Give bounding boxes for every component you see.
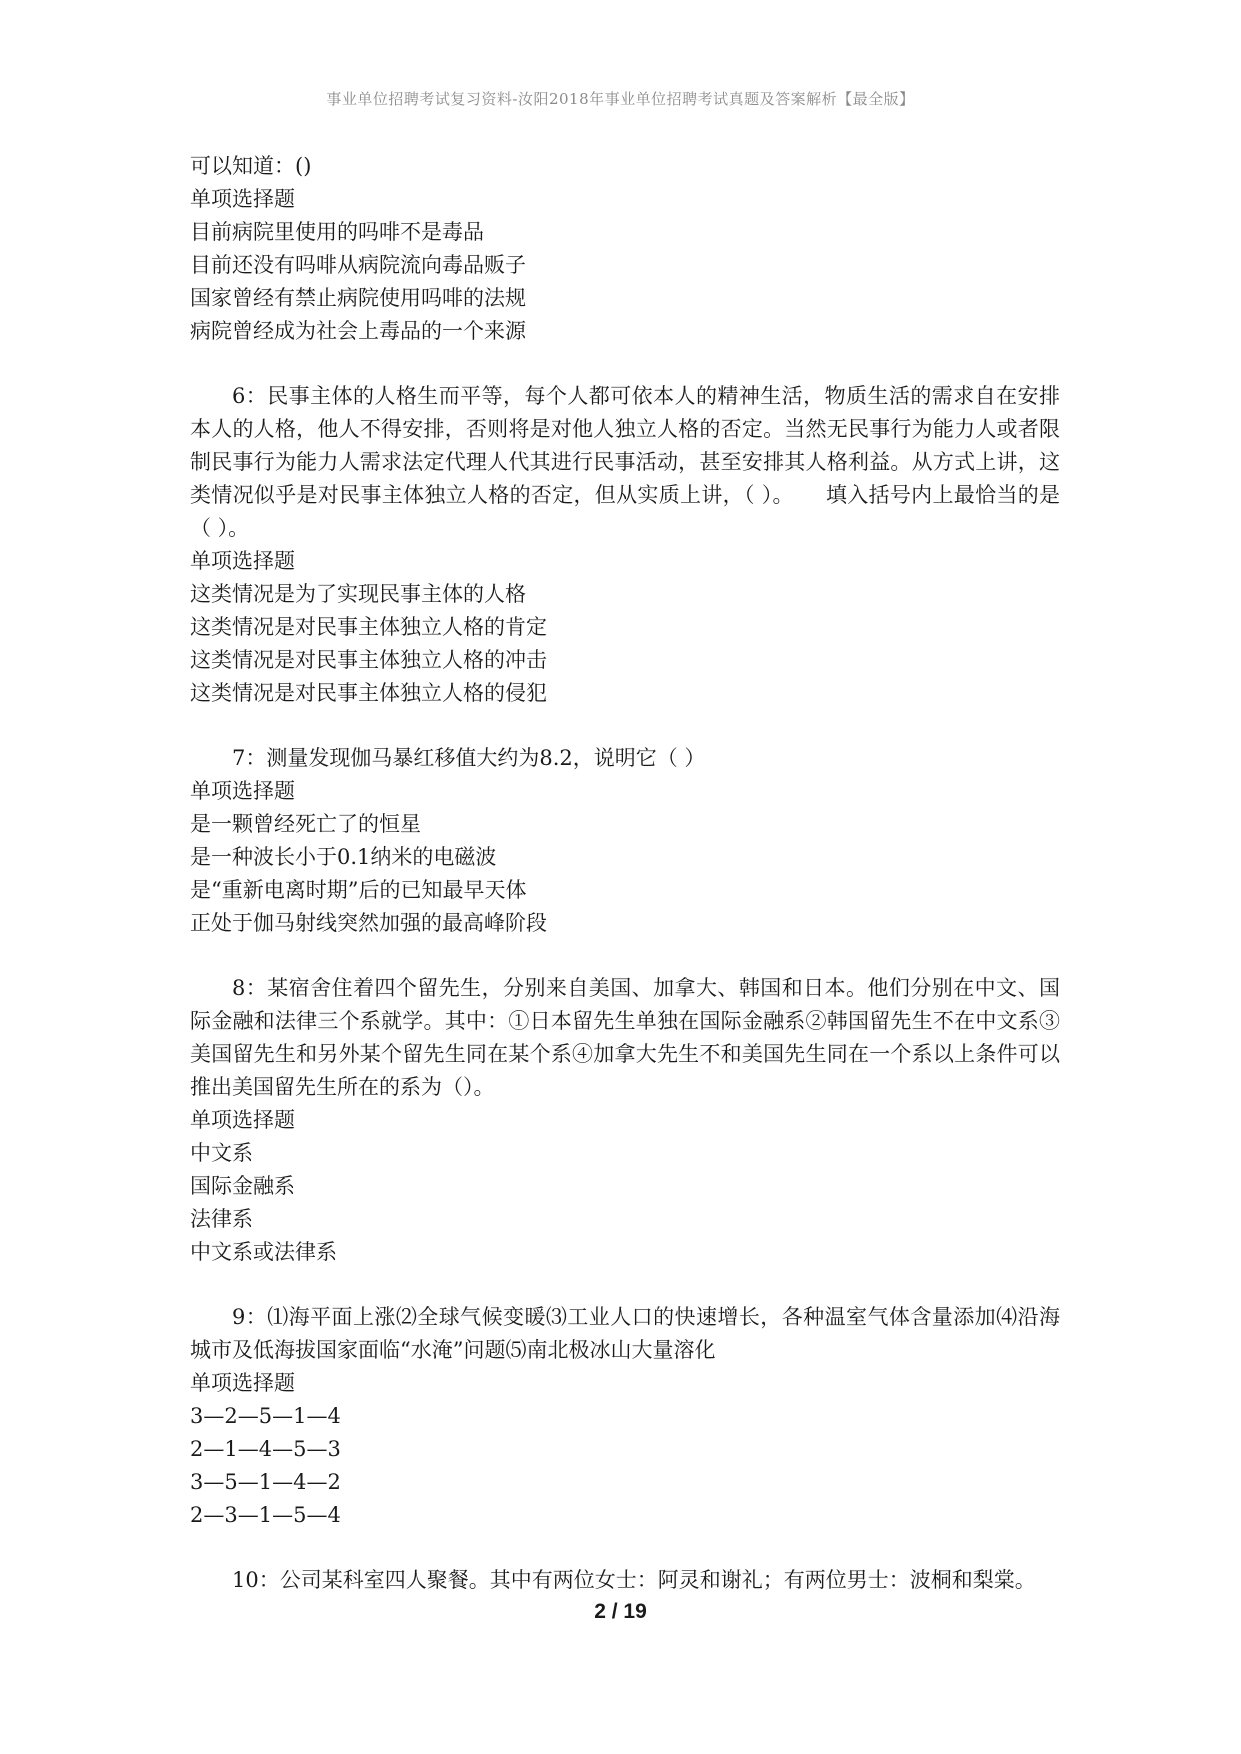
option: 国际金融系 <box>190 1174 295 1198</box>
option: 法律系 <box>190 1207 253 1231</box>
option: 2—3—1—5—4 <box>190 1503 341 1527</box>
page-number: 2 / 19 <box>594 1600 647 1623</box>
question-6 <box>190 380 1060 710</box>
question-stem: 6：民事主体的人格生而平等，每个人都可依本人的精神生活，物质生活的需求自在安排本人的人格，他人不得安排，否则将是对他人独立人格的否定。当然无民事行为能力人或者限制民事行为能力人需求法定代理人代其进行民事活动，甚至安排其人格利益。从方式上讲，这类情况似乎是对民事主体独立人格的否定，但从实质上讲，（ ）。 填入括号内上最恰当的是（ ）。 <box>190 384 1060 540</box>
document-body <box>190 150 1060 1597</box>
option: 是一种波长小于0.1纳米的电磁波 <box>190 845 497 869</box>
option: 中文系或法律系 <box>190 1240 337 1264</box>
option: 2—1—4—5—3 <box>190 1437 341 1461</box>
question-type: 单项选择题 <box>190 187 295 211</box>
option: 这类情况是对民事主体独立人格的冲击 <box>190 648 547 672</box>
option: 3—2—5—1—4 <box>190 1404 341 1428</box>
option: 国家曾经有禁止病院使用吗啡的法规 <box>190 286 526 310</box>
page-header: 事业单位招聘考试复习资料-汝阳2018年事业单位招聘考试真题及答案解析【最全版】 <box>326 90 915 108</box>
option: 正处于伽马射线突然加强的最高峰阶段 <box>190 911 547 935</box>
question-stem: 8：某宿舍住着四个留先生，分别来自美国、加拿大、韩国和日本。他们分别在中文、国际金融和法律三个系就学。其中：①日本留先生单独在国际金融系②韩国留先生不在中文系③美国留先生和另外某个留先生同在某个系④加拿大先生不和美国先生同在一个系以上条件可以推出美国留先生所在的系为（）。 <box>190 976 1060 1099</box>
question-9 <box>190 1301 1060 1532</box>
option: 3—5—1—4—2 <box>190 1470 341 1494</box>
question-type: 单项选择题 <box>190 1371 295 1395</box>
option: 这类情况是对民事主体独立人格的肯定 <box>190 615 547 639</box>
question-type: 单项选择题 <box>190 1108 295 1132</box>
question-stem: 7：测量发现伽马暴红移值大约为8.2，说明它（ ） <box>232 746 706 770</box>
question-stem: 9：⑴海平面上涨⑵全球气候变暖⑶工业人口的快速增长，各种温室气体含量添加⑷沿海城市及低海拔国家面临“水淹”问题⑸南北极冰山大量溶化 <box>190 1305 1060 1362</box>
option: 这类情况是为了实现民事主体的人格 <box>190 582 526 606</box>
option: 目前病院里使用的吗啡不是毒品 <box>190 220 484 244</box>
question-8 <box>190 972 1060 1269</box>
question-stem: 可以知道：() <box>190 154 312 178</box>
question-10 <box>190 1564 1060 1597</box>
option: 这类情况是对民事主体独立人格的侵犯 <box>190 681 547 705</box>
option: 中文系 <box>190 1141 253 1165</box>
question-type: 单项选择题 <box>190 779 295 803</box>
question-type: 单项选择题 <box>190 549 295 573</box>
option: 是“重新电离时期”后的已知最早天体 <box>190 878 527 902</box>
option: 病院曾经成为社会上毒品的一个来源 <box>190 319 526 343</box>
question-7 <box>190 742 1060 940</box>
option: 目前还没有吗啡从病院流向毒品贩子 <box>190 253 526 277</box>
option: 是一颗曾经死亡了的恒星 <box>190 812 421 836</box>
question-5 <box>190 150 1060 348</box>
question-stem: 10：公司某科室四人聚餐。其中有两位女士：阿灵和谢礼；有两位男士：波桐和梨棠。 <box>232 1568 1036 1592</box>
